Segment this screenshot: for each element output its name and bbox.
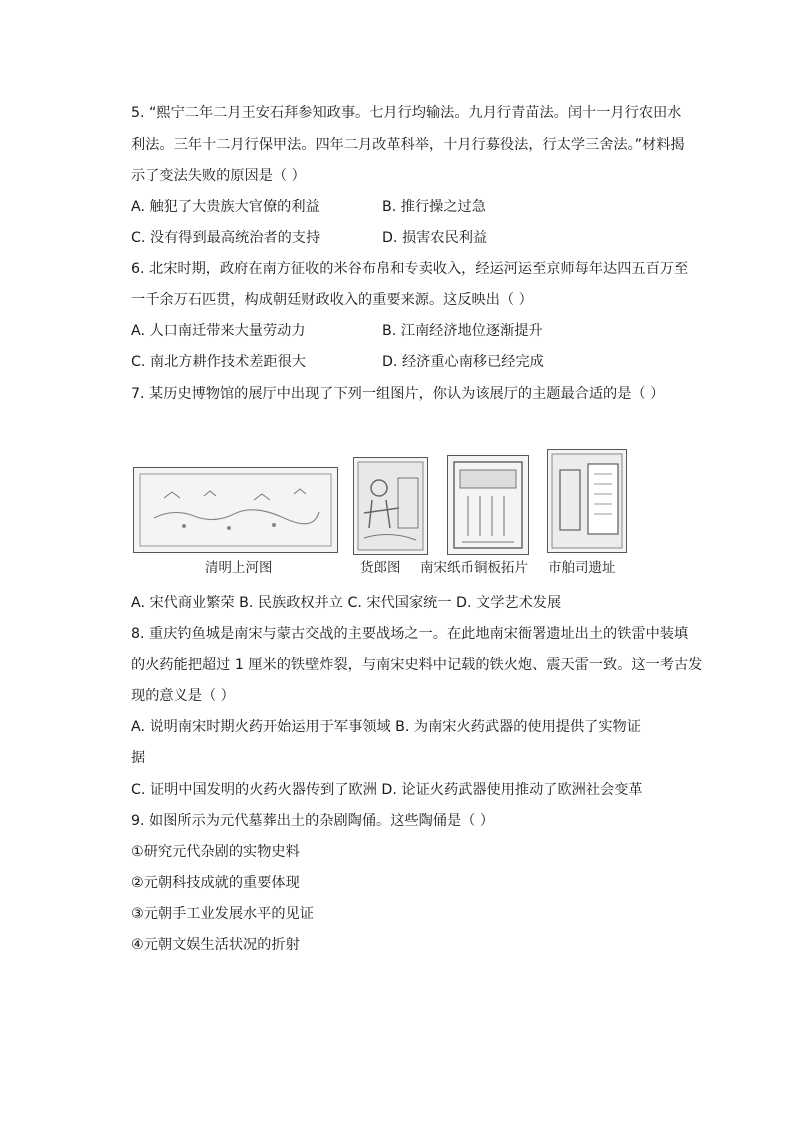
q5-option-c[interactable]: C. 没有得到最高统治者的支持 — [131, 230, 321, 246]
qingming-painting-image — [133, 467, 338, 553]
q6-option-b[interactable]: B. 江南经济地位逐渐提升 — [382, 323, 543, 339]
q7-stem: 7. 某历史博物馆的展厅中出现了下列一组图片，你认为该展厅的主题最合适的是（ ） — [131, 386, 665, 402]
q8-options-line-2: 据 — [131, 750, 146, 766]
q6-stem-line-2: 一千余万石匹贯，构成朝廷财政收入的重要来源。这反映出（ ） — [131, 292, 533, 308]
q8-stem-line-3: 现的意义是（ ） — [131, 688, 235, 704]
q7-options[interactable]: A. 宋代商业繁荣 B. 民族政权并立 C. 宋代国家统一 D. 文学艺术发展 — [131, 595, 562, 611]
q6-option-c[interactable]: C. 南北方耕作技术差距很大 — [131, 354, 306, 370]
q5-stem-line-2: 利法。三年十二月行保甲法。四年二月改革科举，十月行募役法，行太学三舍法。”材料揭 — [131, 137, 685, 153]
q9-item-1: ①研究元代杂剧的实物史料 — [131, 844, 300, 860]
q6-option-d[interactable]: D. 经济重心南移已经完成 — [382, 354, 544, 370]
q6-option-a[interactable]: A. 人口南迁带来大量劳动力 — [131, 323, 306, 339]
q9-item-3: ③元朝手工业发展水平的见证 — [131, 906, 314, 922]
q5-stem-line-1: 5. “熙宁二年二月王安石拜参知政事。七月行均输法。九月行青苗法。闰十一月行农田水 — [131, 105, 682, 121]
q9-item-4: ④元朝文娱生活状况的折射 — [131, 937, 300, 953]
paper-money-rubbing-image — [447, 455, 529, 555]
caption-peddler: 货郎图 — [360, 560, 401, 576]
q9-item-2: ②元朝科技成就的重要体现 — [131, 875, 300, 891]
q8-options-line-1[interactable]: A. 说明南宋时期火药开始运用于军事领域 B. 为南宋火药武器的使用提供了实物证 — [131, 719, 641, 735]
caption-maritime-office: 市舶司遗址 — [548, 560, 616, 576]
q6-stem-line-1: 6. 北宋时期，政府在南方征收的米谷布帛和专卖收入，经运河运至京师每年达四五百万至 — [131, 261, 689, 277]
q5-stem-line-3: 示了变法失败的原因是（ ） — [131, 168, 306, 184]
q8-stem-line-1: 8. 重庆钓鱼城是南宋与蒙古交战的主要战场之一。在此地南宋衙署遗址出土的铁雷中装填 — [131, 626, 689, 642]
peddler-painting-image — [353, 457, 428, 555]
q8-options-line-3[interactable]: C. 证明中国发明的火药火器传到了欧洲 D. 论证火药武器使用推动了欧洲社会变革 — [131, 782, 643, 798]
q5-option-b[interactable]: B. 推行操之过急 — [382, 199, 486, 215]
maritime-office-site-image — [547, 449, 627, 553]
caption-paper-money: 南宋纸币铜板拓片 — [420, 560, 528, 576]
q5-option-a[interactable]: A. 触犯了大贵族大官僚的利益 — [131, 199, 320, 215]
q9-stem: 9. 如图所示为元代墓葬出土的杂剧陶俑。这些陶俑是（ ） — [131, 813, 495, 829]
caption-qingming: 清明上河图 — [205, 560, 273, 576]
q8-stem-line-2: 的火药能把超过 1 厘米的铁壁炸裂，与南宋史料中记载的铁火炮、震天雷一致。这一考古发 — [131, 657, 703, 673]
q5-option-d[interactable]: D. 损害农民利益 — [382, 230, 488, 246]
